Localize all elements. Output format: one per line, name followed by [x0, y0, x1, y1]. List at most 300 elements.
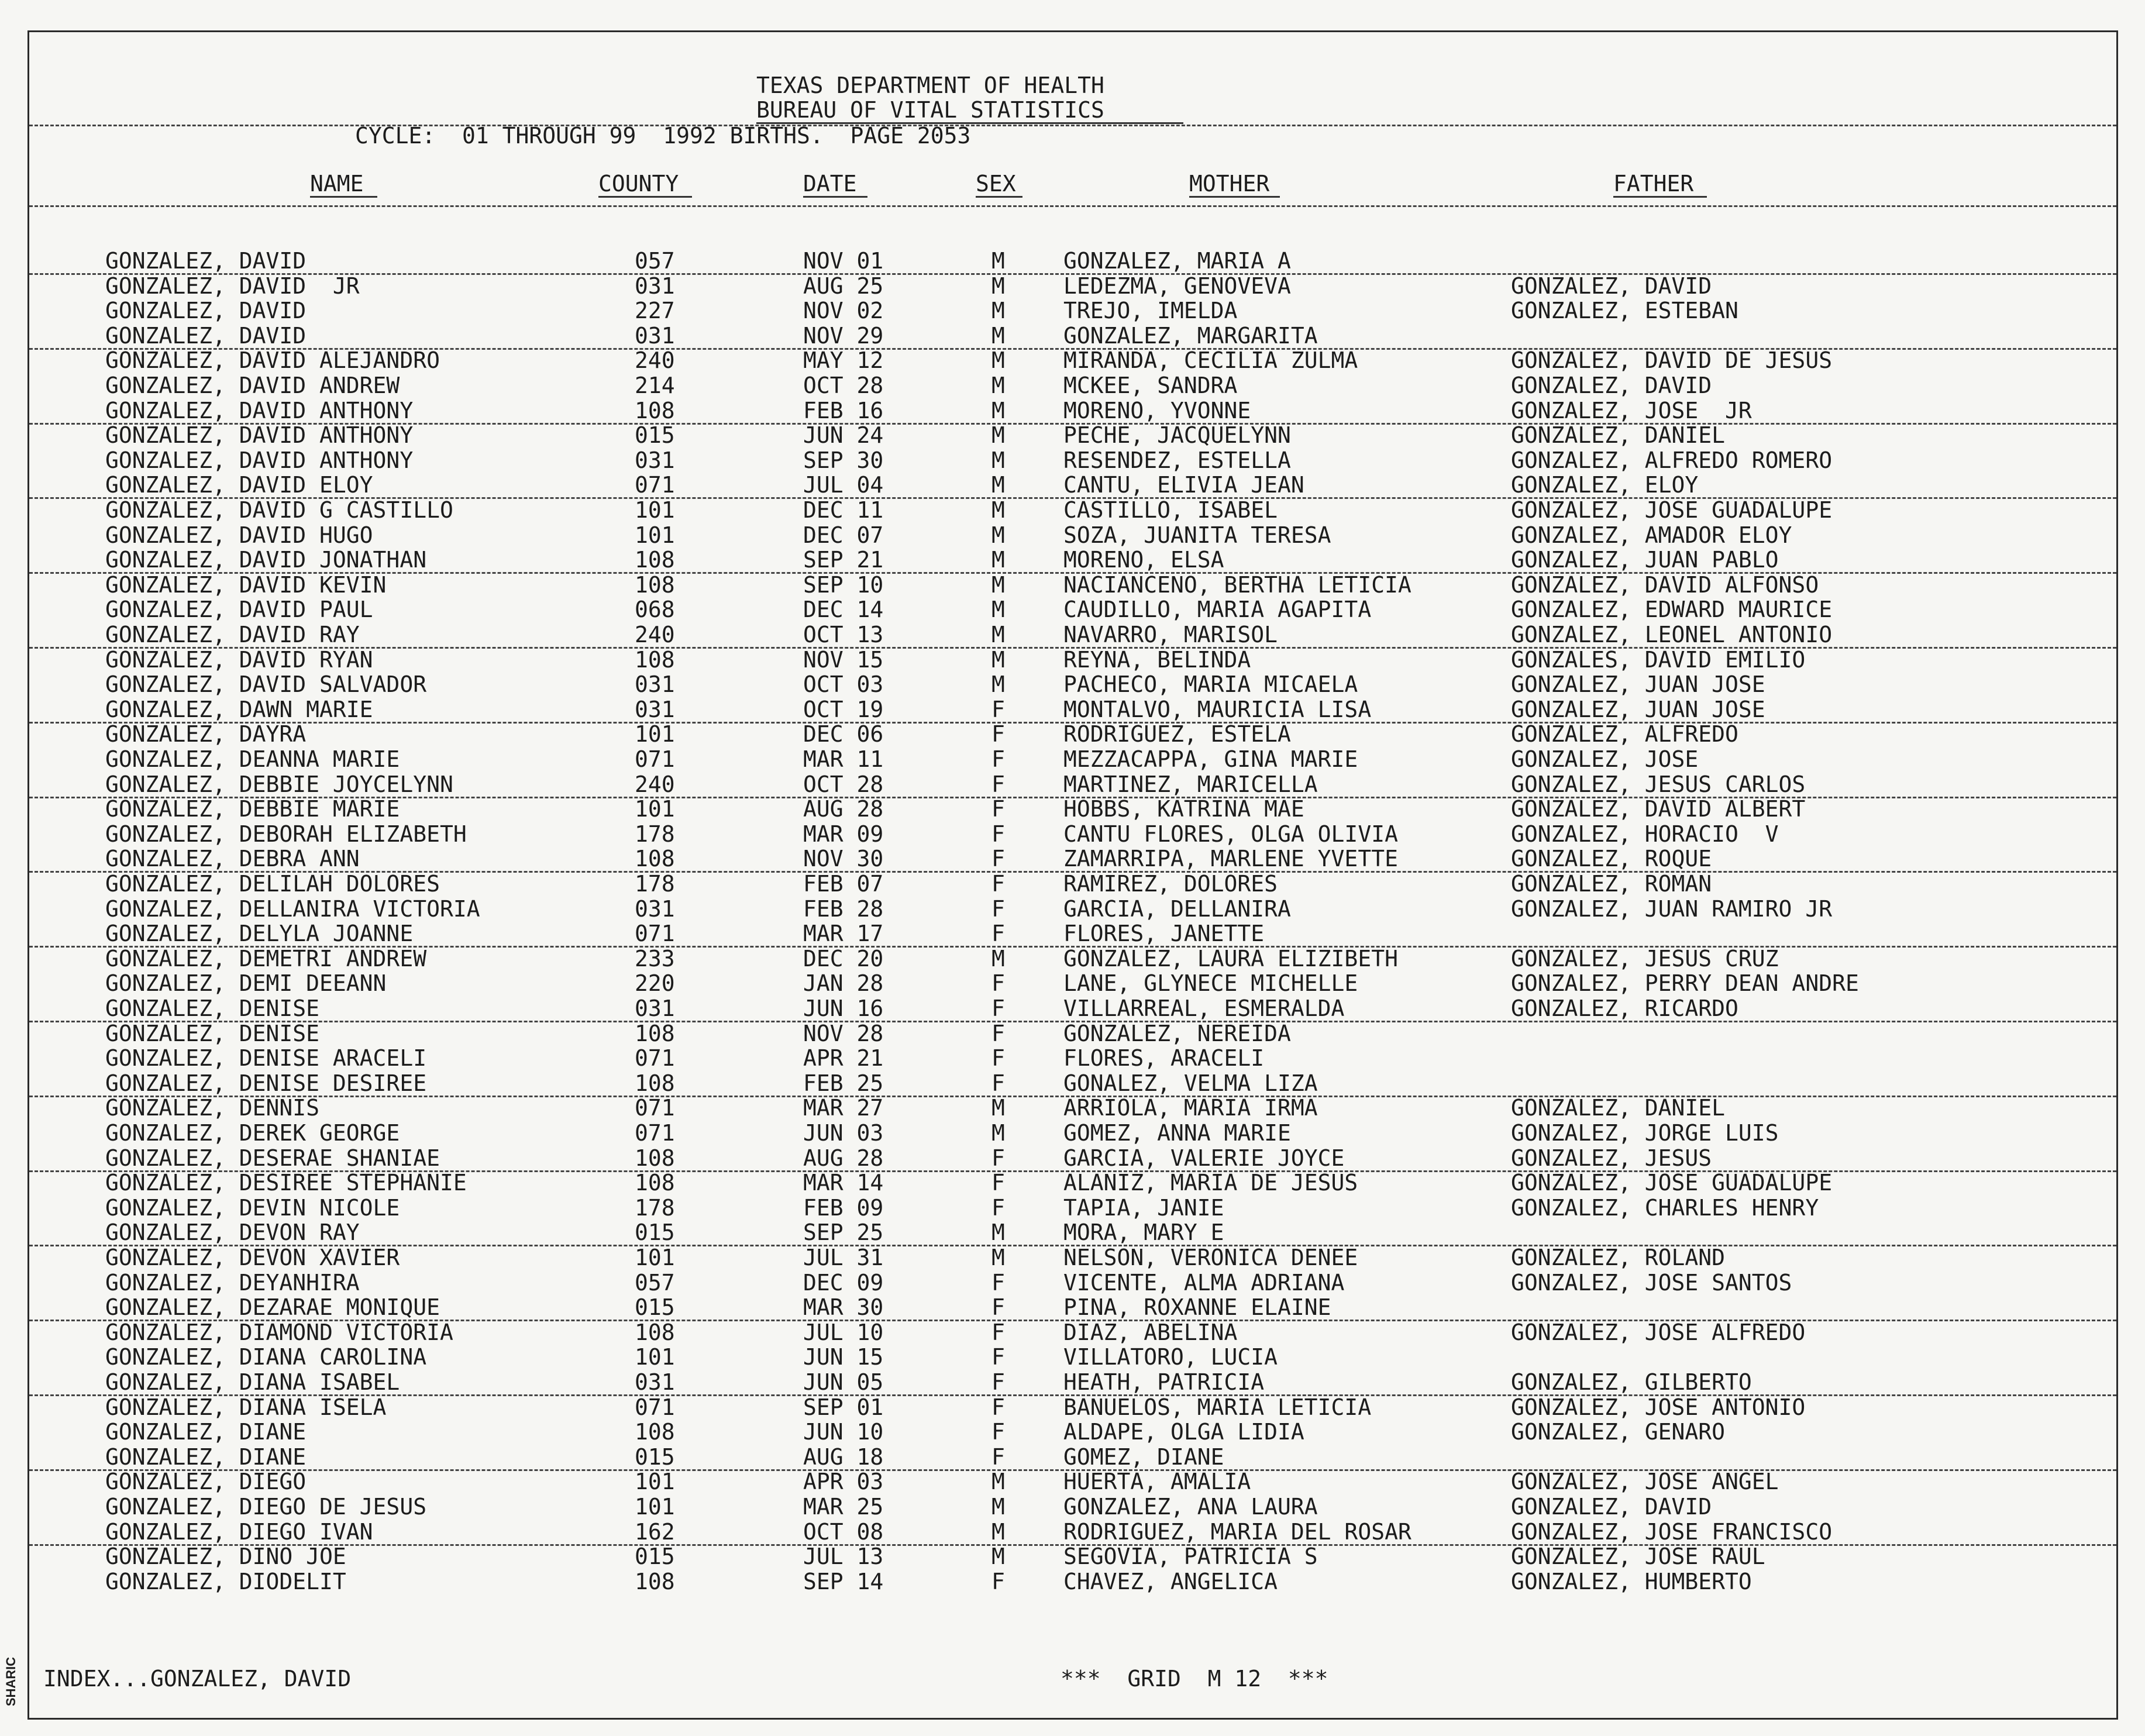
row-father: GONZALEZ, JESUS CARLOS [1511, 771, 1806, 797]
row-father: GONZALEZ, JOSE GUADALUPE [1511, 1170, 1833, 1196]
row-mother: NACIANCENO, BERTHA LETICIA [1063, 571, 1411, 598]
row-mother: GOMEZ, ANNA MARIE [1063, 1120, 1291, 1146]
row-county: 240 [635, 347, 675, 374]
row-county: 101 [635, 1245, 675, 1270]
row-father: GONZALEZ, AMADOR ELOY [1511, 522, 1792, 548]
row-date: FEB 09 [803, 1194, 884, 1221]
row-date: OCT 28 [803, 373, 884, 398]
row-county: 015 [635, 1544, 675, 1570]
row-date: DEC 06 [803, 721, 884, 748]
row-sex: F [991, 996, 1005, 1021]
row-name: GONZALEZ, DEVON RAY [105, 1220, 360, 1246]
row-mother: GONALEZ, VELMA LIZA [1063, 1070, 1318, 1096]
row-name: GONZALEZ, DELYLA JOANNE [105, 921, 414, 947]
row-county: 214 [635, 373, 675, 398]
row-mother: MARTINEZ, MARICELLA [1063, 771, 1318, 797]
row-date: DEC 11 [803, 497, 884, 523]
row-sex: F [991, 1070, 1005, 1096]
row-name: GONZALEZ, DELILAH DOLORES [105, 871, 440, 897]
row-name: GONZALEZ, DAVID RYAN [105, 646, 373, 673]
footer-grid: *** GRID M 12 *** [1061, 1666, 1328, 1692]
row-mother: HEATH, PATRICIA [1063, 1369, 1265, 1395]
header-divider [29, 125, 2116, 126]
row-sex: M [991, 248, 1005, 274]
row-sex: M [991, 522, 1005, 548]
row-date: SEP 14 [803, 1568, 884, 1594]
row-date: DEC 09 [803, 1269, 884, 1296]
row-father: GONZALEZ, JOSE ALFREDO [1511, 1319, 1806, 1345]
row-date: SEP 25 [803, 1220, 884, 1246]
row-county: 240 [635, 622, 675, 647]
row-name: GONZALEZ, DIAMOND VICTORIA [105, 1319, 453, 1345]
row-sex: F [991, 1344, 1005, 1370]
row-mother: PACHECO, MARIA MICAELA [1063, 671, 1358, 698]
row-mother: RAMIREZ, DOLORES [1063, 871, 1278, 897]
row-county: 071 [635, 472, 675, 498]
row-father: GONZALEZ, RICARDO [1511, 996, 1738, 1021]
row-name: GONZALEZ, DENISE [105, 996, 320, 1021]
row-mother: ARRIOLA, MARIA IRMA [1063, 1095, 1318, 1121]
row-father: GONZALEZ, PERRY DEAN ANDRE [1511, 970, 1859, 997]
row-sex: F [991, 771, 1005, 797]
row-mother: MONTALVO, MAURICIA LISA [1063, 696, 1372, 722]
row-name: GONZALEZ, DENISE DESIREE [105, 1070, 427, 1096]
row-sex: M [991, 571, 1005, 598]
row-mother: GARCIA, VALERIE JOYCE [1063, 1145, 1345, 1171]
row-mother: RESENDEZ, ESTELLA [1063, 447, 1291, 473]
row-father: GONZALEZ, DANIEL [1511, 1095, 1726, 1121]
row-father: GONZALEZ, DAVID [1511, 273, 1712, 299]
row-date: JAN 28 [803, 970, 884, 997]
row-name: GONZALEZ, DEBBIE MARIE [105, 796, 400, 822]
row-county: 101 [635, 796, 675, 822]
row-date: JUN 10 [803, 1419, 884, 1445]
row-county: 068 [635, 597, 675, 623]
row-date: AUG 18 [803, 1444, 884, 1470]
row-name: GONZALEZ, DIANA ISELA [105, 1394, 387, 1420]
row-date: FEB 28 [803, 895, 884, 922]
row-mother: HUERTA, AMALIA [1063, 1469, 1251, 1495]
row-county: 108 [635, 1020, 675, 1046]
row-father: GONZALEZ, JOSE RAUL [1511, 1544, 1765, 1570]
row-mother: BANUELOS, MARIA LETICIA [1063, 1394, 1372, 1420]
row-county: 071 [635, 1394, 675, 1420]
row-date: MAR 27 [803, 1095, 884, 1121]
row-county: 071 [635, 1045, 675, 1072]
row-mother: LEDEZMA, GENOVEVA [1063, 273, 1291, 299]
row-name: GONZALEZ, DEANNA MARIE [105, 746, 400, 772]
row-sex: F [991, 970, 1005, 997]
row-mother: MORA, MARY E [1063, 1220, 1224, 1246]
row-sex: F [991, 1045, 1005, 1072]
row-sex: F [991, 821, 1005, 847]
row-mother: ALDAPE, OLGA LIDIA [1063, 1419, 1304, 1445]
row-mother: MEZZACAPPA, GINA MARIE [1063, 746, 1358, 772]
row-county: 015 [635, 1444, 675, 1470]
row-sex: M [991, 597, 1005, 623]
row-sex: F [991, 696, 1005, 722]
row-county: 240 [635, 771, 675, 797]
row-county: 108 [635, 547, 675, 573]
row-county: 031 [635, 671, 675, 698]
row-date: JUL 10 [803, 1319, 884, 1345]
row-mother: RODRIGUEZ, ESTELA [1063, 721, 1291, 748]
row-mother: FLORES, JANETTE [1063, 921, 1265, 947]
row-county: 162 [635, 1518, 675, 1545]
row-father: GONZALEZ, JESUS CRUZ [1511, 945, 1779, 972]
row-date: AUG 25 [803, 273, 884, 299]
row-date: FEB 16 [803, 397, 884, 423]
row-sex: M [991, 347, 1005, 374]
row-sex: M [991, 373, 1005, 398]
row-date: DEC 07 [803, 522, 884, 548]
row-father: GONZALEZ, ESTEBAN [1511, 298, 1738, 324]
row-sex: M [991, 1544, 1005, 1570]
row-name: GONZALEZ, DAVID ALEJANDRO [105, 347, 440, 374]
row-date: OCT 03 [803, 671, 884, 698]
row-mother: NAVARRO, MARISOL [1063, 622, 1278, 647]
row-mother: MCKEE, SANDRA [1063, 373, 1238, 398]
row-mother: CANTU FLORES, OLGA OLIVIA [1063, 821, 1398, 847]
row-date: SEP 30 [803, 447, 884, 473]
row-sex: M [991, 497, 1005, 523]
row-mother: GONZALEZ, ANA LAURA [1063, 1494, 1318, 1520]
row-name: GONZALEZ, DIEGO IVAN [105, 1518, 373, 1545]
row-date: OCT 28 [803, 771, 884, 797]
row-date: DEC 14 [803, 597, 884, 623]
row-date: MAY 12 [803, 347, 884, 374]
row-county: 220 [635, 970, 675, 997]
row-name: GONZALEZ, DIANE [105, 1444, 307, 1470]
row-mother: PINA, ROXANNE ELAINE [1063, 1294, 1331, 1321]
row-sex: F [991, 895, 1005, 922]
row-county: 057 [635, 1269, 675, 1296]
row-county: 108 [635, 646, 675, 673]
row-county: 101 [635, 497, 675, 523]
row-name: GONZALEZ, DAVID JR [105, 273, 360, 299]
row-sex: M [991, 397, 1005, 423]
row-mother: CASTILLO, ISABEL [1063, 497, 1278, 523]
col-name-underline [310, 196, 377, 198]
row-sex: F [991, 871, 1005, 897]
row-sex: M [991, 322, 1005, 349]
row-name: GONZALEZ, DIEGO [105, 1469, 307, 1495]
row-father: GONZALEZ, DANIEL [1511, 422, 1726, 449]
row-name: GONZALEZ, DIANE [105, 1419, 307, 1445]
row-date: NOV 29 [803, 322, 884, 349]
row-father: GONZALEZ, JUAN JOSE [1511, 696, 1765, 722]
row-date: JUN 16 [803, 996, 884, 1021]
row-name: GONZALEZ, DESERAE SHANIAE [105, 1145, 440, 1171]
row-mother: GONZALEZ, MARIA A [1063, 248, 1291, 274]
row-name: GONZALEZ, DAVID JONATHAN [105, 547, 427, 573]
row-mother: GOMEZ, DIANE [1063, 1444, 1224, 1470]
row-county: 071 [635, 1120, 675, 1146]
row-date: SEP 21 [803, 547, 884, 573]
row-mother: CAUDILLO, MARIA AGAPITA [1063, 597, 1372, 623]
row-name: GONZALEZ, DAVID ANTHONY [105, 397, 414, 423]
printout-frame [27, 30, 2118, 1720]
row-sex: F [991, 1419, 1005, 1445]
row-name: GONZALEZ, DIANA ISABEL [105, 1369, 400, 1395]
row-father: GONZALEZ, ALFREDO ROMERO [1511, 447, 1833, 473]
row-name: GONZALEZ, DEZARAE MONIQUE [105, 1294, 440, 1321]
row-mother: MORENO, YVONNE [1063, 397, 1251, 423]
row-county: 101 [635, 721, 675, 748]
row-county: 101 [635, 522, 675, 548]
row-date: FEB 07 [803, 871, 884, 897]
row-mother: ALANIZ, MARIA DE JESUS [1063, 1170, 1358, 1196]
row-county: 101 [635, 1344, 675, 1370]
row-father: GONZALEZ, JOSE ANTONIO [1511, 1394, 1806, 1420]
row-sex: F [991, 796, 1005, 822]
row-mother: NELSON, VERONICA DENEE [1063, 1245, 1358, 1270]
row-sex: M [991, 547, 1005, 573]
row-father: GONZALEZ, DAVID ALFONSO [1511, 571, 1819, 598]
row-sex: M [991, 945, 1005, 972]
row-name: GONZALEZ, DAVID ANDREW [105, 373, 400, 398]
row-date: OCT 19 [803, 696, 884, 722]
col-sex-underline [976, 196, 1022, 198]
row-name: GONZALEZ, DAVID ANTHONY [105, 422, 414, 449]
column-header-divider [29, 205, 2116, 207]
row-sex: M [991, 671, 1005, 698]
header-bureau: BUREAU OF VITAL STATISTICS [756, 97, 1104, 123]
row-mother: DIAZ, ABELINA [1063, 1319, 1238, 1345]
row-county: 178 [635, 821, 675, 847]
row-name: GONZALEZ, DEBRA ANN [105, 846, 360, 872]
row-sex: F [991, 1568, 1005, 1594]
row-sex: M [991, 1245, 1005, 1270]
row-name: GONZALEZ, DEVIN NICOLE [105, 1194, 400, 1221]
row-date: OCT 13 [803, 622, 884, 647]
row-sex: F [991, 1269, 1005, 1296]
row-father: GONZALEZ, JORGE LUIS [1511, 1120, 1779, 1146]
row-mother: VICENTE, ALMA ADRIANA [1063, 1269, 1345, 1296]
row-county: 178 [635, 1194, 675, 1221]
row-name: GONZALEZ, DAVID [105, 298, 307, 324]
row-mother: VILLARREAL, ESMERALDA [1063, 996, 1345, 1021]
row-date: AUG 28 [803, 1145, 884, 1171]
row-mother: REYNA, BELINDA [1063, 646, 1251, 673]
row-date: JUN 15 [803, 1344, 884, 1370]
row-sex: F [991, 1394, 1005, 1420]
row-county: 071 [635, 1095, 675, 1121]
row-sex: M [991, 1494, 1005, 1520]
row-father: GONZALEZ, JOSE ANGEL [1511, 1469, 1779, 1495]
row-father: GONZALEZ, ELOY [1511, 472, 1699, 498]
row-name: GONZALEZ, DEMETRI ANDREW [105, 945, 427, 972]
row-sex: F [991, 1170, 1005, 1196]
row-sex: F [991, 746, 1005, 772]
row-name: GONZALEZ, DIEGO DE JESUS [105, 1494, 427, 1520]
row-date: MAR 25 [803, 1494, 884, 1520]
row-name: GONZALEZ, DENISE ARACELI [105, 1045, 427, 1072]
row-county: 227 [635, 298, 675, 324]
col-mother-underline [1189, 196, 1280, 198]
row-date: JUL 04 [803, 472, 884, 498]
row-county: 015 [635, 1294, 675, 1321]
row-sex: M [991, 1469, 1005, 1495]
row-father: GONZALES, DAVID EMILIO [1511, 646, 1806, 673]
row-county: 108 [635, 1070, 675, 1096]
row-county: 108 [635, 1145, 675, 1171]
row-county: 015 [635, 1220, 675, 1246]
row-father: GONZALEZ, JOSE GUADALUPE [1511, 497, 1833, 523]
row-father: GONZALEZ, DAVID [1511, 1494, 1712, 1520]
row-mother: MIRANDA, CECILIA ZULMA [1063, 347, 1358, 374]
row-father: GONZALEZ, GILBERTO [1511, 1369, 1752, 1395]
row-sex: M [991, 273, 1005, 299]
row-name: GONZALEZ, DAVID RAY [105, 622, 360, 647]
row-mother: MORENO, ELSA [1063, 547, 1224, 573]
row-sex: F [991, 846, 1005, 872]
row-mother: FLORES, ARACELI [1063, 1045, 1265, 1072]
row-county: 031 [635, 696, 675, 722]
row-county: 031 [635, 322, 675, 349]
row-name: GONZALEZ, DEBORAH ELIZABETH [105, 821, 467, 847]
row-sex: M [991, 422, 1005, 449]
row-name: GONZALEZ, DENNIS [105, 1095, 320, 1121]
footer-index: INDEX...GONZALEZ, DAVID [43, 1666, 352, 1692]
row-name: GONZALEZ, DAYRA [105, 721, 307, 748]
row-name: GONZALEZ, DAVID [105, 248, 307, 274]
row-father: GONZALEZ, ALFREDO [1511, 721, 1738, 748]
row-father: GONZALEZ, JUAN PABLO [1511, 547, 1779, 573]
row-county: 071 [635, 921, 675, 947]
row-sex: M [991, 1095, 1005, 1121]
side-label [2, 1644, 20, 1720]
row-father: GONZALEZ, DAVID [1511, 373, 1712, 398]
row-sex: F [991, 1294, 1005, 1321]
row-sex: F [991, 1194, 1005, 1221]
row-name: GONZALEZ, DAVID G CASTILLO [105, 497, 453, 523]
row-date: FEB 25 [803, 1070, 884, 1096]
row-date: APR 03 [803, 1469, 884, 1495]
row-name: GONZALEZ, DAVID PAUL [105, 597, 373, 623]
row-county: 101 [635, 1469, 675, 1495]
row-county: 101 [635, 1494, 675, 1520]
row-date: NOV 01 [803, 248, 884, 274]
row-name: GONZALEZ, DAVID ELOY [105, 472, 373, 498]
row-county: 031 [635, 996, 675, 1021]
row-name: GONZALEZ, DEMI DEEANN [105, 970, 387, 997]
row-county: 108 [635, 846, 675, 872]
row-county: 108 [635, 1170, 675, 1196]
row-name: GONZALEZ, DAVID [105, 322, 307, 349]
row-mother: GONZALEZ, LAURA ELIZIBETH [1063, 945, 1398, 972]
row-mother: VILLATORO, LUCIA [1063, 1344, 1278, 1370]
col-mother: MOTHER [1189, 171, 1270, 197]
row-date: NOV 28 [803, 1020, 884, 1046]
row-date: SEP 10 [803, 571, 884, 598]
row-sex: M [991, 1220, 1005, 1246]
row-sex: F [991, 721, 1005, 748]
row-sex: M [991, 646, 1005, 673]
row-mother: LANE, GLYNECE MICHELLE [1063, 970, 1358, 997]
row-mother: PECHE, JACQUELYNN [1063, 422, 1291, 449]
row-father: GONZALEZ, DAVID ALBERT [1511, 796, 1806, 822]
row-county: 108 [635, 571, 675, 598]
col-date: DATE [803, 171, 857, 197]
row-date: NOV 02 [803, 298, 884, 324]
row-date: NOV 15 [803, 646, 884, 673]
row-name: GONZALEZ, DESIREE STEPHANIE [105, 1170, 467, 1196]
row-name: GONZALEZ, DINO JOE [105, 1544, 346, 1570]
row-mother: RODRIGUEZ, MARIA DEL ROSAR [1063, 1518, 1411, 1545]
row-father: GONZALEZ, HUMBERTO [1511, 1568, 1752, 1594]
row-name: GONZALEZ, DEREK GEORGE [105, 1120, 400, 1146]
row-sex: M [991, 472, 1005, 498]
row-county: 031 [635, 447, 675, 473]
row-mother: GARCIA, DELLANIRA [1063, 895, 1291, 922]
row-sex: M [991, 622, 1005, 647]
col-county-underline [598, 196, 692, 198]
row-sex: F [991, 1444, 1005, 1470]
row-father: GONZALEZ, EDWARD MAURICE [1511, 597, 1833, 623]
header-cycle: CYCLE: 01 THROUGH 99 1992 BIRTHS. PAGE 2053 [355, 123, 971, 149]
col-name: NAME [310, 171, 364, 197]
row-date: DEC 20 [803, 945, 884, 972]
row-name: GONZALEZ, DAVID KEVIN [105, 571, 387, 598]
row-father: GONZALEZ, JESUS [1511, 1145, 1712, 1171]
row-date: OCT 08 [803, 1518, 884, 1545]
row-sex: F [991, 1145, 1005, 1171]
row-name: GONZALEZ, DAVID ANTHONY [105, 447, 414, 473]
row-father: GONZALEZ, JOSE [1511, 746, 1699, 772]
col-date-underline [803, 196, 867, 198]
row-county: 108 [635, 1319, 675, 1345]
row-mother: CANTU, ELIVIA JEAN [1063, 472, 1304, 498]
row-mother: SEGOVIA, PATRICIA S [1063, 1544, 1318, 1570]
row-sex: M [991, 1120, 1005, 1146]
row-date: SEP 01 [803, 1394, 884, 1420]
row-date: JUN 24 [803, 422, 884, 449]
row-father: GONZALEZ, LEONEL ANTONIO [1511, 622, 1833, 647]
col-sex: SEX [976, 171, 1016, 197]
row-sex: F [991, 1020, 1005, 1046]
row-father: GONZALEZ, ROLAND [1511, 1245, 1726, 1270]
row-father: GONZALEZ, JUAN RAMIRO JR [1511, 895, 1833, 922]
row-father: GONZALEZ, ROMAN [1511, 871, 1712, 897]
row-mother: ZAMARRIPA, MARLENE YVETTE [1063, 846, 1398, 872]
row-sex: F [991, 1319, 1005, 1345]
row-date: JUL 13 [803, 1544, 884, 1570]
row-father: GONZALEZ, JUAN JOSE [1511, 671, 1765, 698]
side-label-text: SHARIC [4, 1656, 18, 1707]
row-mother: CHAVEZ, ANGELICA [1063, 1568, 1278, 1594]
row-county: 108 [635, 1568, 675, 1594]
col-father-underline [1613, 196, 1707, 198]
row-name: GONZALEZ, DEBBIE JOYCELYNN [105, 771, 453, 797]
row-county: 108 [635, 397, 675, 423]
row-name: GONZALEZ, DEYANHIRA [105, 1269, 360, 1296]
row-date: AUG 28 [803, 796, 884, 822]
row-mother: TREJO, IMELDA [1063, 298, 1238, 324]
row-county: 108 [635, 1419, 675, 1445]
row-date: MAR 14 [803, 1170, 884, 1196]
row-name: GONZALEZ, DAVID HUGO [105, 522, 373, 548]
row-mother: TAPIA, JANIE [1063, 1194, 1224, 1221]
row-father: GONZALEZ, DAVID DE JESUS [1511, 347, 1833, 374]
row-father: GONZALEZ, JOSE SANTOS [1511, 1269, 1792, 1296]
row-date: MAR 11 [803, 746, 884, 772]
header-title: TEXAS DEPARTMENT OF HEALTH [756, 73, 1104, 98]
row-date: MAR 30 [803, 1294, 884, 1321]
row-county: 233 [635, 945, 675, 972]
row-father: GONZALEZ, GENARO [1511, 1419, 1726, 1445]
row-name: GONZALEZ, DIODELIT [105, 1568, 346, 1594]
